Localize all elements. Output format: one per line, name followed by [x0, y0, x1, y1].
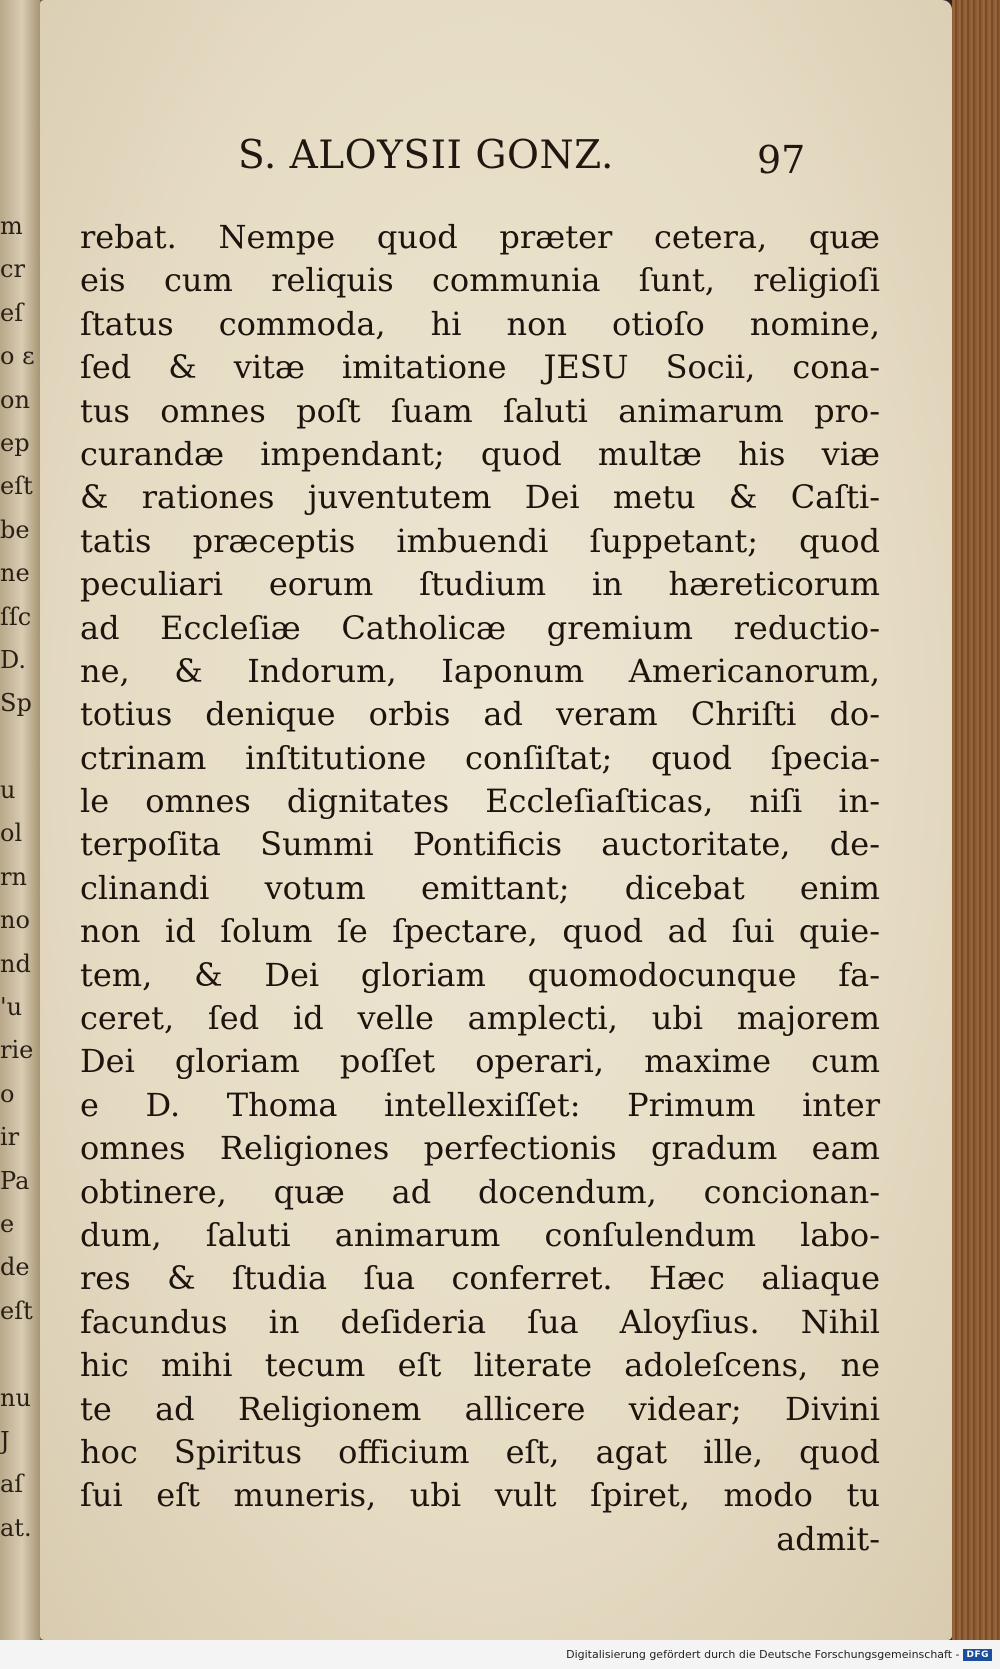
text-line: res & ſtudia ſua conferret. Hæc aliaque — [80, 1259, 880, 1298]
digitization-credit — [566, 1648, 992, 1661]
text-line: le omnes dignitates Eccleſiaſticas, niſi in- — [80, 782, 880, 821]
fragment-text: o ε — [0, 342, 35, 371]
previous-page-edge — [0, 0, 42, 1640]
text-line: ceret, ſed id velle amplecti, ubi majorem — [80, 999, 880, 1038]
text-line: dum, ſaluti animarum conſulendum labo- — [80, 1215, 880, 1254]
text-line: ſtatus commoda, hi non otioſo nomine, — [80, 304, 880, 343]
text-line: te ad Religionem allicere videar; Divini — [80, 1389, 880, 1428]
fragment-text: eſ — [0, 298, 24, 327]
fragment-text: nd — [0, 949, 31, 978]
fragment-text: Sp — [0, 689, 32, 718]
running-title: S. ALOYSII GONZ. — [238, 133, 614, 178]
body-text — [80, 216, 880, 1561]
fragment-text: m — [0, 212, 23, 240]
fragment-text: ep — [0, 428, 30, 457]
fragment-text: de — [0, 1253, 30, 1282]
text-line: eis cum reliquis communia ſunt, religioſi — [80, 261, 880, 300]
text-line: ſui eſt muneris, ubi vult ſpiret, modo tu — [80, 1476, 880, 1515]
text-line: hoc Spiritus officium eſt, agat ille, quod — [80, 1432, 880, 1471]
fragment-text: at. — [0, 1513, 32, 1542]
fragment-text: eſt — [0, 472, 33, 501]
text-line: tus omnes poſt ſuam ſaluti animarum pro- — [80, 391, 880, 430]
fragment-text: 'u — [0, 993, 23, 1022]
text-line: hic mihi tecum eſt literate adoleſcens, ne — [80, 1346, 880, 1385]
text-line: Dei gloriam poſſet operari, maxime cum — [80, 1042, 880, 1081]
fragment-text: ir — [0, 1123, 20, 1152]
fragment-text: Pa — [0, 1166, 30, 1195]
fragment-text: on — [0, 385, 30, 414]
text-line: clinandi votum emittant; dicebat enim — [80, 868, 880, 907]
catchword: admit- — [776, 1519, 880, 1558]
fragment-text: aſ — [0, 1470, 24, 1499]
fragment-text: eſt — [0, 1296, 33, 1325]
fragment-text: D. — [0, 645, 27, 674]
text-line: ne, & Indorum, Iaponum Americanorum, — [80, 651, 880, 690]
credit-text: Digitalisierung gefördert durch die Deutsche Forschungsgemeinschaft - — [566, 1648, 960, 1661]
text-line: peculiari eorum ſtudium in hæreticorum — [80, 565, 880, 604]
dfg-logo: DFG — [963, 1649, 992, 1661]
text-line: omnes Religiones perfectionis gradum eam — [80, 1129, 880, 1168]
fragment-text: be — [0, 515, 30, 544]
fragment-text: no — [0, 906, 30, 935]
previous-page-fragments — [0, 205, 40, 1550]
text-line: non id ſolum ſe ſpectare, quod ad ſui quie- — [80, 912, 880, 951]
fragment-text: cr — [0, 255, 25, 284]
fragment-text: J — [0, 1426, 10, 1455]
text-line: facundus in deſideria ſua Aloyſius. Nihil — [80, 1302, 880, 1341]
text-line: ſed & vitæ imitatione JESU Socii, cona- — [80, 348, 880, 387]
text-line: obtinere, quæ ad docendum, concionan- — [80, 1172, 880, 1211]
text-line: curandæ impendant; quod multæ his viæ — [80, 434, 880, 473]
fragment-text: ſſc — [0, 602, 32, 631]
fragment-text: u — [0, 776, 16, 805]
text-line: rebat. Nempe quod præter cetera, quæ — [80, 218, 880, 256]
page-stack-edge — [952, 0, 1000, 1640]
fragment-text: ne — [0, 559, 30, 588]
text-line: ctrinam inſtitutione conſiſtat; quod ſpecia- — [80, 738, 880, 777]
text-line: e D. Thoma intellexiſſet: Primum inter — [80, 1085, 880, 1124]
text-line: ad Eccleſiæ Catholicæ gremium reductio- — [80, 608, 880, 647]
fragment-text: o — [0, 1079, 15, 1108]
text-line: tem, & Dei gloriam quomodocunque fa- — [80, 955, 880, 994]
fragment-text: ol — [0, 819, 23, 848]
fragment-text: rn — [0, 862, 27, 891]
text-line: tatis præceptis imbuendi ſuppetant; quod — [80, 521, 880, 560]
fragment-text — [0, 1333, 40, 1376]
text-line: & rationes juventutem Dei metu & Caſti- — [80, 478, 880, 517]
fragment-text: e — [0, 1209, 15, 1238]
fragment-text: rie — [0, 1036, 34, 1065]
text-line: terpoſita Summi Pontificis auctoritate, de- — [80, 825, 880, 864]
page-number: 97 — [757, 138, 806, 182]
fragment-text: nu — [0, 1383, 31, 1412]
text-line: totius denique orbis ad veram Chriſti do- — [80, 695, 880, 734]
fragment-text — [0, 726, 40, 769]
book-page — [40, 0, 952, 1640]
